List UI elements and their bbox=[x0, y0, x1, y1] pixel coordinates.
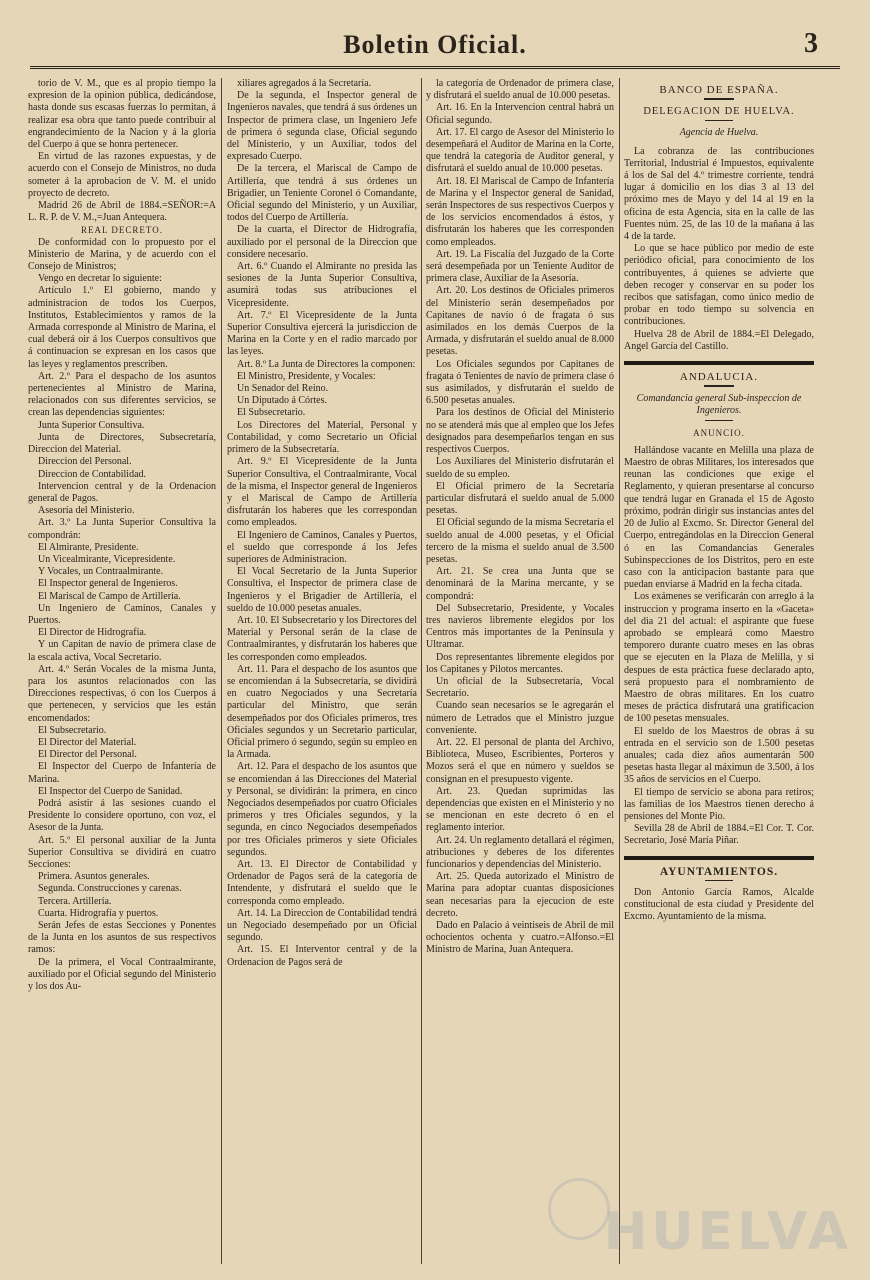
paragraph: la categoría de Ordenador de primera clase, y disfrutará el sueldo anual de 10.000 pesetas. bbox=[426, 78, 614, 102]
column-divider bbox=[221, 78, 222, 1264]
paragraph: Direccion de Contabilidad. bbox=[38, 468, 147, 480]
paragraph: Intervencion central y de la Ordenacion general de Pagos. bbox=[28, 480, 216, 504]
paragraph: Segunda. Construcciones y carenas. bbox=[38, 883, 182, 895]
paragraph: Podrá asistir á las sesiones cuando el Presidente lo considere oportuno, con voz, el Asesor de la Junta. bbox=[28, 797, 216, 834]
paragraph: Art. 7.º El Vicepresidente de la Junta Superior Consultiva ejercerá la jurisdiccion de Marina en la Corte y en el radio marcado por las leyes. bbox=[227, 309, 417, 358]
paragraph: El sueldo de los Maestros de obras á su entrada en el servicio son de 1.500 pesetas anuales; cada diez años aumentarán 500 pesetas hasta llegar al máximun de 3.500, á los 35 años de servicios en el Cuerpo. bbox=[624, 725, 814, 786]
column-divider bbox=[421, 78, 422, 1264]
ornament-rule bbox=[705, 420, 733, 421]
paragraph: El Oficial primero de la Secretaría particular disfrutará el sueldo anual de 5.000 pesetas. bbox=[426, 480, 614, 517]
paragraph: El Mariscal de Campo de Artillería. bbox=[38, 590, 181, 602]
paragraph: Art. 3.º La Junta Superior Consultiva la compondrán: bbox=[28, 517, 216, 541]
paragraph: Lo que se hace público por medio de este periódico oficial, para conocimiento de los contribuyentes, á quienes se advierte que deben recoger y conservar en su poder los recibos que satisfagan, como único medio de probar en todo tiempo su solvencia en contribuciones. bbox=[624, 243, 814, 328]
paragraph: Un oficial de la Subsecretaría, Vocal Secretario. bbox=[426, 675, 614, 700]
paragraph: Junta Superior Consultiva. bbox=[38, 419, 145, 431]
paragraph: Y un Capitan de navío de primera clase de la escala activa, Vocal Secretario. bbox=[28, 639, 216, 663]
paragraph: Un Senador del Reino. bbox=[237, 383, 329, 395]
paragraph: De la tercera, el Mariscal de Campo de Artillería, que tendrá á sus órdenes un Brigadier, un Teniente Coronel ó Comandante, Oficial segundo del Ministerio, y un Auxiliar, todos del Cuerpo de Artillería. bbox=[227, 163, 417, 224]
paragraph: Art. 17. El cargo de Asesor del Ministerio lo desempeñará el Auditor de Marina en la Corte, que tendrá la categoría de Auditor general, y disfrutará el sueldo anual de 10.000 pesetas. bbox=[426, 126, 614, 175]
paragraph: xiliares agregados á la Secretaría. bbox=[237, 78, 372, 89]
paragraph: Un Vicealmirante, Vicepresidente. bbox=[38, 553, 176, 565]
paragraph: Art. 24. Un reglamento detallará el régimen, atribuciones y deberes de los diferentes funcionarios y dependencias del Ministerio. bbox=[426, 834, 614, 870]
paragraph: Para los destinos de Oficial del Ministerio no se atenderá más que al empleo que los Jefes designados para desempeñarlos tengan en sus respectivos Cuerpos. bbox=[426, 407, 614, 456]
ayuntamientos-heading: AYUNTAMIENTOS. bbox=[659, 865, 779, 878]
paragraph: Huelva 28 de Abril de 1884.=El Delegado, Angel García del Castillo. bbox=[624, 328, 814, 352]
banco-heading: BANCO DE ESPAÑA. bbox=[659, 84, 779, 96]
paragraph: Dado en Palacio á veintiseis de Abril de mil ochocientos ochenta y cuatro.=Alfonso.=El Ministro de Marina, Juan Antequera. bbox=[426, 920, 614, 956]
paragraph: Art. 11. Para el despacho de los asuntos que se encomiendan á la Subsecretaría, se dividirá en cuatro Negociados y una Secretaría particular del Ministro, que serán desempeñados por dos Oficiales primeros, tres Oficiales segundos y un Secretario particular, Oficial primero ó segundo, según su empleo en la Armada. bbox=[227, 663, 417, 761]
paragraph: Dos representantes libremente elegidos por los Capitanes y Pilotos mercantes. bbox=[426, 651, 614, 675]
watermark-text: HUELVA bbox=[603, 1202, 852, 1262]
paragraph: Vengo en decretar lo siguiente: bbox=[38, 273, 162, 285]
paragraph: Art. 2.º Para el despacho de los asuntos pertenecientes al Ministro de Marina, relacionados con sus diferentes servicios, se crean las dependencias siguientes: bbox=[28, 370, 216, 419]
paragraph: Direccion del Personal. bbox=[38, 456, 132, 468]
paragraph: El Oficial segundo de la misma Secretaría el sueldo anual de 4.000 pesetas, y el Oficial tercero de la misma el sueldo anual de 3.500 pesetas. bbox=[426, 517, 614, 565]
paragraph: El tiempo de servicio se abona para retiros; las familias de los Maestros tienen derecho á pensiones del Monte Pio. bbox=[624, 786, 814, 822]
paragraph: Art. 14. La Direccion de Contabilidad tendrá un Negociado desempeñado por un Oficial segundo. bbox=[227, 907, 417, 944]
paragraph: El Ministro, Presidente, y Vocales: bbox=[237, 370, 376, 382]
paragraph: El Ingeniero de Caminos, Canales y Puertos, el sueldo que corresponde á los Jefes superiores de Administracion. bbox=[227, 529, 417, 565]
watermark-seal bbox=[548, 1178, 610, 1240]
paragraph: Art. 25. Queda autorizado el Ministro de Marina para adoptar cuantas disposiciones sean necesarias para la ejecucion de este decreto. bbox=[426, 871, 614, 919]
paragraph: El Inspector del Cuerpo de Infantería de Marina. bbox=[28, 761, 216, 785]
column-1 bbox=[28, 78, 216, 1264]
paragraph: Asesoría del Ministerio. bbox=[38, 505, 135, 517]
paragraph: Un Ingeniero de Caminos, Canales y Puertos. bbox=[28, 602, 216, 626]
paragraph: Los Auxiliares del Ministerio disfrutarán el sueldo de su empleo. bbox=[426, 456, 614, 480]
paragraph: Tercera. Artillería. bbox=[38, 895, 112, 907]
paragraph: El Vocal Secretario de la Junta Superior Consultiva, el Inspector de primera clase de Ingenieros y el Brigadier de Artillería, el sueldo de 10.000 pesetas anuales. bbox=[227, 566, 417, 614]
ornament-rule bbox=[705, 120, 733, 121]
paragraph: Art. 4.º Serán Vocales de la misma Junta, para los asuntos relacionados con las Direcciones respectivas, ó con los Cuerpos á que pertenecen, y servicios que les están encomendados: bbox=[28, 663, 216, 724]
paragraph: Hallándose vacante en Melilla una plaza de Maestro de obras Militares, los interesados que reunan las condiciones que exige el Reglamento, y quieran presentarse al concurso que tendrá lugar en Granada el 15 de Agosto próximo, podrán dirigir sus instancias antes del 20 de Julio al Excmo. Sr. Director General del Cuerpo, entregándolas en la Direccion General ó en las Comandancias Generales Subinspecciones de los Distritos, pero en este caso con la anticipacion bastante para que puedan enviarse á Madrid en la fecha citada. bbox=[624, 444, 814, 591]
paragraph: Art. 13. El Director de Contabilidad y Ordenador de Pagos será de la categoría de Intendente, y disfrutará el sueldo que le corresponda como empleado. bbox=[227, 859, 417, 907]
paragraph: Un Diputado á Córtes. bbox=[237, 395, 327, 407]
paragraph: Cuarta. Hidrografía y puertos. bbox=[38, 907, 159, 919]
paragraph: Sevilla 28 de Abril de 1884.=El Cor. T. Cor. Secretario, José María Piñar. bbox=[624, 823, 814, 847]
anuncio-heading: ANUNCIO. bbox=[693, 427, 745, 438]
paragraph: Los exámenes se verificarán con arreglo á la instruccion y programa inserto en la «Gaceta» del dia 21 del actual: el aspirante que fuese aprobado se empleará como Maestro temporero durante cuatro meses en las obras que se ejecuten en la Plaza de Melilla, y si despues de esta práctica fuese declarado apto, será propuesto para el nombramiento de Maestro de obras militares. En los cuatro meses de práctica disfrutará una gratificacion de 100 pesetas mensuales. bbox=[624, 591, 814, 725]
paragraph: Los Oficiales segundos por Capitanes de fragata ó Tenientes de navío de primera clase ó sus asimilados, y disfrutarán el sueldo de 6.500 pesetas anuales. bbox=[426, 358, 614, 407]
ornament-rule bbox=[704, 98, 734, 100]
paragraph: Art. 12. Para el despacho de los asuntos que se encomiendan á las Direcciones del Material y Personal, se dividirán: la primera, en cinco Negociados desempeñados por cuatro Oficiales primeros y tres Oficiales segundos, y la segunda, en cinco Negociados desempeñados por tres Oficiales primeros y siete Oficiales segundos. bbox=[227, 761, 417, 858]
paragraph: De la cuarta, el Director de Hidrografía, auxiliado por el personal de la Direccion que considere necesario. bbox=[227, 224, 417, 260]
column-2 bbox=[227, 78, 417, 1264]
paragraph: Art. 21. Se crea una Junta que se denominará de la Marina mercante, y se compondrá: bbox=[426, 566, 614, 602]
paragraph: Art. 8.º La Junta de Directores la componen: bbox=[237, 358, 416, 370]
paragraph: Art. 22. El personal de planta del Archivo, Biblioteca, Museo, Escribientes, Porteros y Mozos será el que en número y sueldos se consignan en el presupuesto vigente. bbox=[426, 736, 614, 785]
agencia-subheading: Agencia de Huelva. bbox=[679, 127, 759, 139]
paragraph: Don Antonio García Ramos, Alcalde constitucional de esta ciudad y Presidente del Excmo. Ayuntamiento de la misma. bbox=[624, 886, 814, 923]
delegacion-heading: DELEGACION DE HUELVA. bbox=[643, 106, 795, 118]
paragraph: Art. 19. La Fiscalía del Juzgado de la Corte será desempeñada por un Teniente Auditor de primera clase, Auxiliar de la Asesoría. bbox=[426, 248, 614, 285]
paragraph: Art. 18. El Mariscal de Campo de Infantería de Marina y el Inspector general de Sanidad, serán Inspectores de sus respectivos Cuerpos y de los servicios encomendados á éstos, y disfrutarán los haberes que les corresponden como empleados. bbox=[426, 175, 614, 248]
paragraph: El Almirante, Presidente. bbox=[38, 541, 139, 553]
ornament-rule bbox=[705, 880, 733, 881]
paragraph: La cobranza de las contribuciones Territorial, Industrial é Impuestos, equivalente á los de Sal del 4.º trimestre corriente, tendrá lugar á domicilio en los dias 3 al 13 del próximo mes de Mayo y del 14 al 19 en la oficina de esta Agencia, sita en la calle de las Fuentes núm. 25, de las 10 de la mañana á las 4 de la tarde. bbox=[624, 145, 814, 243]
paragraph: Del Subsecretario, Presidente, y Vocales tres navieros libremente elegidos por los Centros más importantes de la Península y Ultramar. bbox=[426, 602, 614, 651]
column-divider bbox=[619, 78, 620, 1264]
section-rule bbox=[624, 856, 814, 860]
ornament-rule bbox=[704, 385, 734, 387]
page-title: Boletin Oficial. bbox=[343, 30, 527, 59]
paragraph: De la primera, el Vocal Contraalmirante, auxiliado por el Oficial segundo del Ministerio y los dos Au- bbox=[28, 956, 216, 993]
paragraph: Junta de Directores, Subsecretaría, Direccion del Material. bbox=[28, 431, 216, 456]
decree-heading: REAL DECRETO. bbox=[81, 225, 163, 236]
paragraph: Art. 20. Los destinos de Oficiales primeros del Ministerio serán desempeñados por Capitanes de navío ó de fragata ó sus asimilados en los demás Cuerpos de la Armada, y disfrutarán el sueldo anual de 8.000 pesetas. bbox=[426, 285, 614, 358]
comandancia-subheading: Comandancia general Sub-inspeccion de Ingenieros. bbox=[636, 393, 802, 417]
paragraph: De la segunda, el Inspector general de Ingenieros navales, que tendrá á sus órdenes un Inspector de primera clase, un Ingeniero Jefe de primera ó segunda clase, Oficial segundo del Ministerio, y un Auxiliar, todos del expresado Cuerpo. bbox=[227, 90, 417, 163]
page-number: 3 bbox=[804, 28, 818, 59]
paragraph: El Inspector del Cuerpo de Sanidad. bbox=[38, 785, 183, 797]
paragraph: El Subsecretario. bbox=[237, 407, 306, 419]
paragraph: Art. 16. En la Intervencion central habrá un Oficial segundo. bbox=[426, 102, 614, 126]
paragraph: El Director de Hidrografía. bbox=[38, 627, 147, 639]
paragraph: Art. 10. El Subsecretario y los Directores del Material y Personal serán de la clase de Contraalmirantes, y disfrutarán los haberes que les corresponden como empleados. bbox=[227, 614, 417, 663]
column-3 bbox=[426, 78, 614, 1264]
paragraph: Art. 5.º El personal auxiliar de la Junta Superior Consultiva se dividirá en cuatro Secciones: bbox=[28, 834, 216, 870]
paragraph: Y Vocales, un Contraalmirante. bbox=[38, 566, 164, 578]
section-rule bbox=[624, 361, 814, 365]
page-header bbox=[30, 24, 840, 69]
paragraph: Madrid 26 de Abril de 1884.=SEÑOR:=A L. R. P. de V. M.,=Juan Antequera. bbox=[28, 200, 216, 224]
andalucia-heading: ANDALUCIA. bbox=[679, 371, 759, 384]
paragraph: El Director del Material. bbox=[38, 736, 137, 748]
paragraph: Art. 9.º El Vicepresidente de la Junta Superior Consultiva, el Contraalmirante, Vocal de la misma, el Inspector general de Ingenieros y el Mariscal de Campo de Artillería disfrutarán los haberes que les correspondan como empleados. bbox=[227, 456, 417, 529]
paragraph: Art. 15. El Interventor central y de la Ordenacion de Pagos será de bbox=[227, 944, 417, 968]
paragraph: Cuando sean necesarios se le agregarán el número de Letrados que el Ministro juzgue conveniente. bbox=[426, 700, 614, 736]
paragraph: El Director del Personal. bbox=[38, 749, 137, 761]
paragraph: Art. 6.º Cuando el Almirante no presida las sesiones de la Junta Superior Consultiva, asumirá todas sus atribuciones el Vicepresidente. bbox=[227, 261, 417, 309]
paragraph: En virtud de las razones expuestas, y de acuerdo con el Consejo de Ministros, no duda someter á la aprobacion de V. M. el unido proyecto de decreto. bbox=[28, 151, 216, 199]
paragraph: Artículo 1.º El gobierno, mando y administracion de todos los Cuerpos, Institutos, Establecimientos y ramos de la Armada corresponde al Ministro de Marina, el cual deberá oir á los Cuerpos consultivos que á continuacion se expresan en los casos que las leyes y reglamentos prescriben. bbox=[28, 285, 216, 370]
paragraph: Art. 23. Quedan suprimidas las dependencias que existen en el Ministerio y no se mencionan en este decreto ó en el reglamento interior. bbox=[426, 785, 614, 834]
paragraph: torio de V. M., que es al propio tiempo la expresion de la opinion pública, dedicándose, hasta donde sus escasas fuerzas lo permitan, á realizar esa obra que tanto puede contribuir al engrandecimiento de la Nacion y á la gloria del Cuerpo á que se honra pertenecer. bbox=[28, 78, 216, 151]
paragraph: Los Directores del Material, Personal y Contabilidad, y como Secretario un Oficial primero de la Subsecretaría. bbox=[227, 419, 417, 456]
column-4 bbox=[624, 78, 814, 1264]
paragraph: Primera. Asuntos generales. bbox=[38, 871, 150, 883]
paragraph: Serán Jefes de estas Secciones y Ponentes de la Junta en los asuntos de sus respectivos ramos: bbox=[28, 920, 216, 956]
paragraph: De conformidad con lo propuesto por el Ministerio de Marina, y de acuerdo con el Consejo de Ministros; bbox=[28, 236, 216, 273]
paragraph: El Inspector general de Ingenieros. bbox=[38, 578, 178, 590]
paragraph: El Subsecretario. bbox=[38, 724, 107, 736]
